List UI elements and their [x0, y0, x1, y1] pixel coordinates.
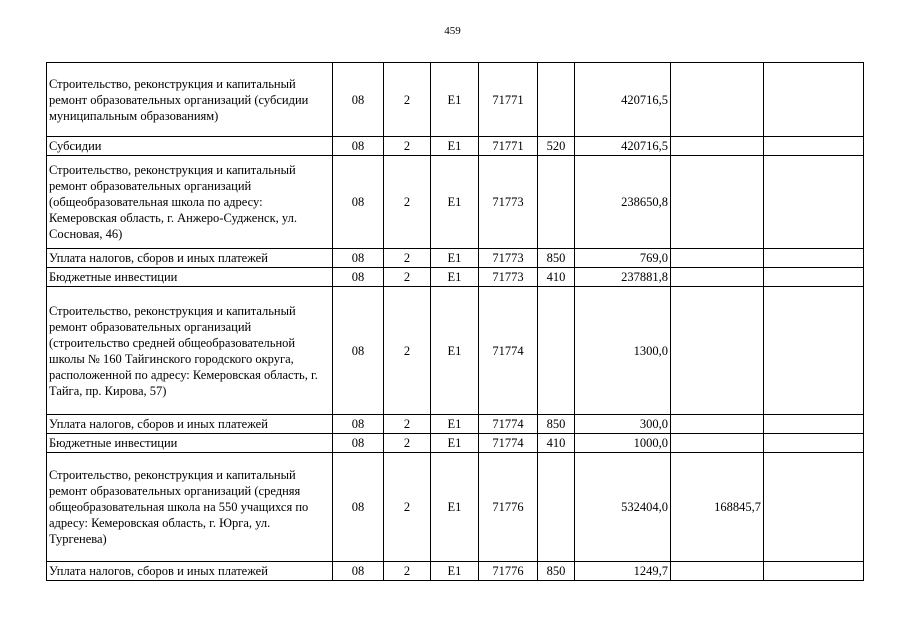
program-code: E1: [431, 137, 479, 156]
amount-3: [764, 156, 864, 249]
subsection-code: 2: [384, 562, 431, 581]
expense-type-code: 410: [538, 434, 575, 453]
amount-1: 300,0: [575, 415, 671, 434]
subsection-code: 2: [384, 287, 431, 415]
row-name: Строительство, реконструкция и капитальный ремонт образовательных организаций (средняя общеобразовательная школа на 550 учащихся по адресу: Кемеровская область, г. Юрга, ул. Тургенева): [47, 453, 333, 562]
amount-1: 532404,0: [575, 453, 671, 562]
budget-table: [46, 62, 864, 581]
amount-2: [671, 562, 764, 581]
target-code: 71773: [479, 156, 538, 249]
target-code: 71773: [479, 249, 538, 268]
table-row: [47, 415, 864, 434]
amount-1: 1300,0: [575, 287, 671, 415]
expense-type-code: [538, 156, 575, 249]
amount-3: [764, 137, 864, 156]
expense-type-code: [538, 453, 575, 562]
expense-type-code: 410: [538, 268, 575, 287]
amount-1: 420716,5: [575, 63, 671, 137]
expense-type-code: [538, 63, 575, 137]
program-code: E1: [431, 156, 479, 249]
expense-type-code: [538, 287, 575, 415]
amount-2: [671, 156, 764, 249]
target-code: 71773: [479, 268, 538, 287]
table-row: [47, 156, 864, 249]
row-name: Строительство, реконструкция и капитальный ремонт образовательных организаций (строительство средней общеобразовательной школы № 160 Тайгинского городского округа, расположенной по адресу: Кемеровская область, г. Тайга, пр. Кирова, 57): [47, 287, 333, 415]
amount-2: [671, 137, 764, 156]
row-name: Строительство, реконструкция и капитальный ремонт образовательных организаций (субсидии муниципальным образованиям): [47, 63, 333, 137]
page-number: 459: [444, 25, 461, 37]
subsection-code: 2: [384, 63, 431, 137]
table-row: [47, 453, 864, 562]
subsection-code: 2: [384, 434, 431, 453]
section-code: 08: [333, 287, 384, 415]
table-row: [47, 137, 864, 156]
subsection-code: 2: [384, 156, 431, 249]
program-code: E1: [431, 453, 479, 562]
program-code: E1: [431, 562, 479, 581]
amount-2: [671, 249, 764, 268]
target-code: 71776: [479, 562, 538, 581]
program-code: E1: [431, 249, 479, 268]
amount-3: [764, 268, 864, 287]
amount-1: 769,0: [575, 249, 671, 268]
amount-1: 1249,7: [575, 562, 671, 581]
subsection-code: 2: [384, 453, 431, 562]
program-code: E1: [431, 63, 479, 137]
subsection-code: 2: [384, 249, 431, 268]
target-code: 71776: [479, 453, 538, 562]
program-code: E1: [431, 415, 479, 434]
row-name: Уплата налогов, сборов и иных платежей: [47, 562, 333, 581]
section-code: 08: [333, 415, 384, 434]
row-name: Субсидии: [47, 137, 333, 156]
expense-type-code: 850: [538, 415, 575, 434]
amount-2: 168845,7: [671, 453, 764, 562]
section-code: 08: [333, 156, 384, 249]
table-row: [47, 249, 864, 268]
target-code: 71774: [479, 415, 538, 434]
amount-2: [671, 434, 764, 453]
table-row: [47, 63, 864, 137]
subsection-code: 2: [384, 137, 431, 156]
section-code: 08: [333, 453, 384, 562]
target-code: 71774: [479, 434, 538, 453]
subsection-code: 2: [384, 415, 431, 434]
expense-type-code: 850: [538, 249, 575, 268]
amount-3: [764, 562, 864, 581]
amount-3: [764, 453, 864, 562]
program-code: E1: [431, 434, 479, 453]
row-name: Уплата налогов, сборов и иных платежей: [47, 415, 333, 434]
section-code: 08: [333, 249, 384, 268]
section-code: 08: [333, 63, 384, 137]
row-name: Бюджетные инвестиции: [47, 268, 333, 287]
amount-2: [671, 63, 764, 137]
amount-3: [764, 434, 864, 453]
subsection-code: 2: [384, 268, 431, 287]
row-name: Уплата налогов, сборов и иных платежей: [47, 249, 333, 268]
section-code: 08: [333, 562, 384, 581]
target-code: 71771: [479, 137, 538, 156]
table-row: [47, 562, 864, 581]
table-row: [47, 434, 864, 453]
expense-type-code: 520: [538, 137, 575, 156]
amount-1: 420716,5: [575, 137, 671, 156]
program-code: E1: [431, 268, 479, 287]
program-code: E1: [431, 287, 479, 415]
amount-1: 237881,8: [575, 268, 671, 287]
section-code: 08: [333, 137, 384, 156]
amount-3: [764, 63, 864, 137]
amount-2: [671, 415, 764, 434]
amount-2: [671, 287, 764, 415]
row-name: Бюджетные инвестиции: [47, 434, 333, 453]
row-name: Строительство, реконструкция и капитальный ремонт образовательных организаций (общеобразовательная школа по адресу: Кемеровская область, г. Анжеро-Судженск, ул. Сосновая, 46): [47, 156, 333, 249]
target-code: 71774: [479, 287, 538, 415]
amount-3: [764, 415, 864, 434]
amount-1: 1000,0: [575, 434, 671, 453]
amount-3: [764, 287, 864, 415]
amount-1: 238650,8: [575, 156, 671, 249]
target-code: 71771: [479, 63, 538, 137]
table-row: [47, 268, 864, 287]
amount-2: [671, 268, 764, 287]
amount-3: [764, 249, 864, 268]
section-code: 08: [333, 268, 384, 287]
section-code: 08: [333, 434, 384, 453]
table-row: [47, 287, 864, 415]
expense-type-code: 850: [538, 562, 575, 581]
